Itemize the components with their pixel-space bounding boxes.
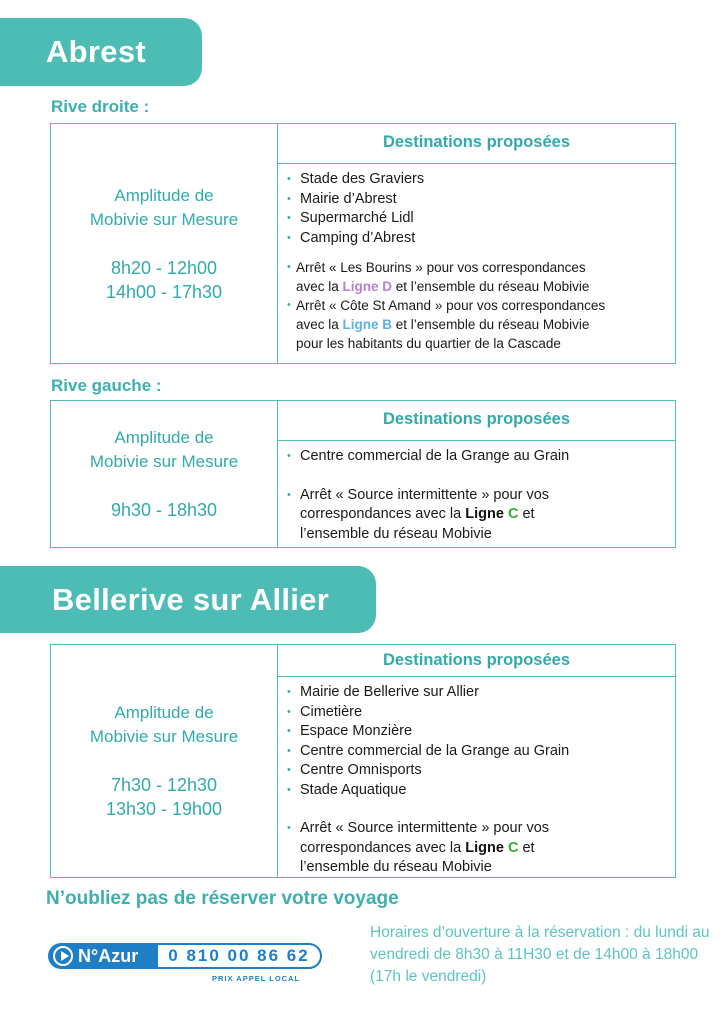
destinations-list — [278, 164, 675, 248]
stop-text: et — [518, 839, 535, 856]
bellerive-table — [50, 644, 676, 878]
stop-cote-st-amand — [286, 296, 675, 353]
stop-source-intermittente — [286, 819, 675, 878]
stop-source-intermittente — [286, 486, 675, 545]
stop-text: Arrêt « Les Bourins » pour vos correspondances — [296, 260, 586, 275]
destinations-cell — [278, 401, 675, 547]
amplitude-line2: Mobivie sur Mesure — [89, 452, 239, 471]
stop-text: avec la — [296, 279, 343, 294]
amplitude-cell — [51, 401, 278, 547]
stop-text: et — [518, 506, 535, 522]
ligne-word: Ligne — [465, 839, 504, 856]
destinations-list — [278, 441, 675, 544]
stop-text: et l’ensemble du réseau Mobivie — [392, 279, 590, 294]
azur-label-pill — [48, 943, 158, 969]
play-icon — [53, 946, 73, 966]
times-line1: 8h20 - 12h00 — [110, 257, 218, 278]
list-item: • Espace Monzière — [286, 722, 675, 742]
phone-number[interactable]: 0 810 00 86 62 — [156, 943, 322, 969]
list-item: • Stade Aquatique — [286, 781, 675, 801]
stop-text: et l’ensemble du réseau Mobivie — [392, 317, 590, 332]
bellerive-banner — [0, 566, 376, 633]
stop-text: correspondances avec la — [300, 839, 466, 856]
ligne-c-badge: C — [507, 839, 519, 856]
stop-text: correspondances avec la — [300, 506, 466, 522]
destinations-list — [278, 677, 675, 878]
list-item: • Cimetière — [286, 703, 675, 723]
amplitude-cell — [51, 124, 278, 363]
azur-label: N°Azur — [78, 946, 139, 966]
list-item: • Centre commercial de la Grange au Grain — [286, 447, 675, 467]
destinations-header: Destinations proposées — [278, 401, 675, 441]
booking-reminder: N’oubliez pas de réserver votre voyage — [46, 888, 399, 909]
rive-droite-label: Rive droite : — [51, 97, 150, 116]
list-item: • Stade des Graviers — [286, 170, 675, 190]
bellerive-title: Bellerive sur Allier — [52, 582, 330, 617]
times-line2: 13h30 - 19h00 — [105, 799, 223, 819]
azur-price-note: PRIX APPEL LOCAL — [212, 974, 301, 983]
amplitude-line1: Amplitude de — [114, 428, 214, 447]
amplitude-line2: Mobivie sur Mesure — [89, 209, 239, 229]
stop-text: Arrêt « Source intermittente » pour vos — [300, 486, 550, 503]
azur-phone-badge[interactable] — [48, 943, 322, 969]
stop-les-bourins — [286, 258, 675, 296]
abrest-banner — [0, 18, 202, 86]
correspondances-list — [278, 248, 675, 353]
stop-text: l’ensemble du réseau Mobivie — [300, 859, 492, 875]
list-item: • Camping d’Abrest — [286, 229, 675, 249]
list-item: • Mairie d’Abrest — [286, 190, 675, 210]
destinations-cell — [278, 124, 675, 363]
ligne-b-badge: Ligne B — [342, 317, 393, 332]
times-line2: 14h00 - 17h30 — [105, 281, 223, 302]
list-item: • Supermarché Lidl — [286, 209, 675, 229]
destinations-header: Destinations proposées — [278, 645, 675, 677]
amplitude-line2: Mobivie sur Mesure — [89, 727, 239, 746]
times-line1: 7h30 - 12h30 — [110, 775, 218, 795]
abrest-title: Abrest — [46, 34, 146, 69]
stop-text: pour les habitants du quartier de la Cascade — [296, 336, 561, 351]
ligne-d-badge: Ligne D — [342, 279, 393, 294]
rive-gauche-table — [50, 400, 676, 548]
rive-gauche-label: Rive gauche : — [51, 376, 162, 395]
times-line1: 9h30 - 18h30 — [110, 500, 218, 520]
stop-text: Arrêt « Côte St Amand » pour vos correspondances — [296, 298, 606, 313]
destinations-header: Destinations proposées — [278, 124, 675, 164]
stop-text: Arrêt « Source intermittente » pour vos — [300, 820, 550, 836]
list-item: • Centre commercial de la Grange au Grain — [286, 742, 675, 762]
destinations-cell — [278, 645, 675, 877]
list-item: • Mairie de Bellerive sur Allier — [286, 683, 675, 703]
ligne-c-badge: C — [507, 506, 519, 522]
list-item: • Centre Omnisports — [286, 761, 675, 781]
amplitude-line1: Amplitude de — [114, 703, 214, 722]
rive-droite-table — [50, 123, 676, 364]
stop-text: avec la — [296, 317, 343, 332]
ligne-word: Ligne — [465, 506, 504, 522]
booking-hours: Horaires d’ouverture à la réservation : du lundi au vendredi de 8h30 à 11H30 et de 14h00 à 18h00 (17h le vendredi) — [370, 924, 710, 985]
amplitude-line1: Amplitude de — [114, 185, 214, 205]
amplitude-cell — [51, 645, 278, 877]
stop-text: l’ensemble du réseau Mobivie — [300, 525, 492, 542]
